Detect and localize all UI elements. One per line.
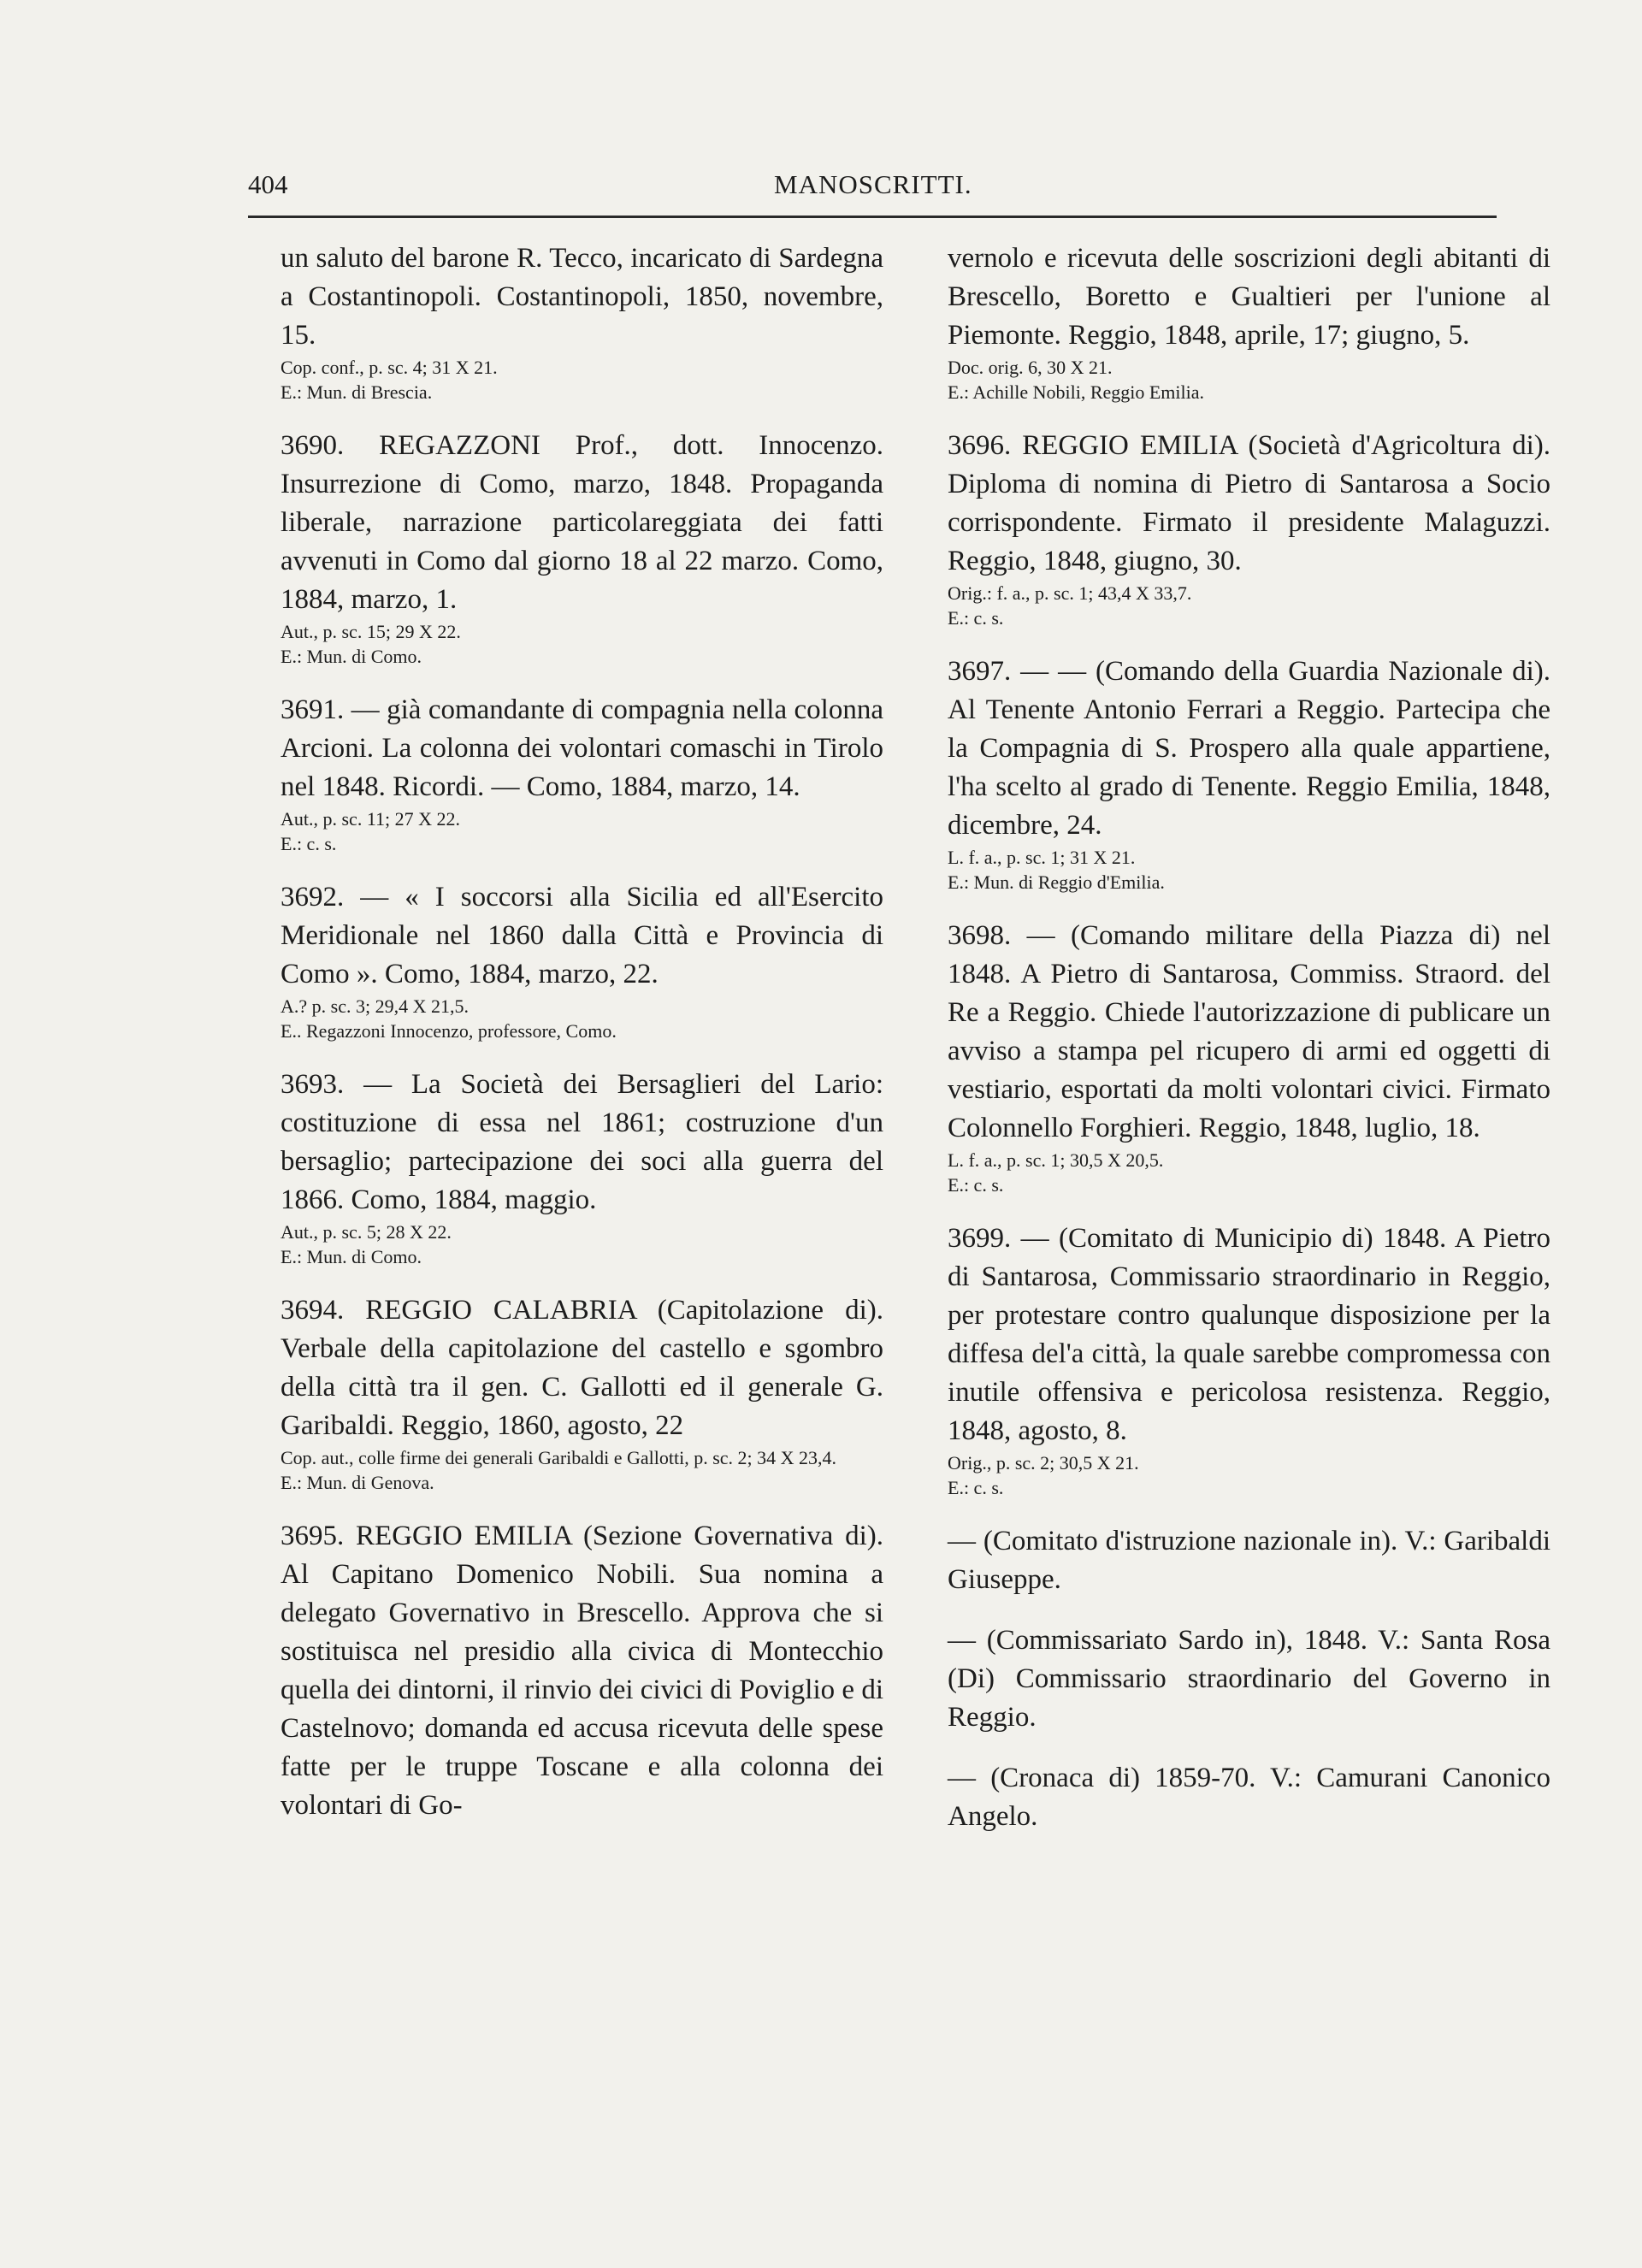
entry-note: E.: Mun. di Reggio d'Emilia.: [948, 871, 1165, 893]
entry-note: E.: Mun. di Genova.: [281, 1472, 434, 1493]
entry-note: E.: Mun. di Como.: [281, 646, 422, 667]
entry-cronaca: [948, 1759, 1550, 1836]
entry-note: Aut., p. sc. 11; 27 X 22.: [281, 808, 461, 830]
entry-3694: [281, 1291, 883, 1495]
entry-text: — (Comitato d'istruzione nazionale in). V.: Garibaldi Giuseppe.: [948, 1526, 1550, 1595]
entry-text: 3693. — La Società dei Bersaglieri del Lario: costituzione di essa nel 1861; costruzione d'un bersaglio; partecipazione dei soci alla guerra del 1866. Como, 1884, maggio.: [281, 1069, 883, 1215]
entry-note: Doc. orig. 6, 30 X 21.: [948, 357, 1113, 378]
entry-note: Aut., p. sc. 15; 29 X 22.: [281, 621, 461, 642]
entry-note: Cop. conf., p. sc. 4; 31 X 21.: [281, 357, 498, 378]
header-rule: [248, 216, 1497, 218]
left-column: [281, 239, 883, 1847]
entry-text: 3695. REGGIO EMILIA (Sezione Governativa di). Al Capitano Domenico Nobili. Sua nomina a delegato Governativo in Brescello. Approva che si sostituisca nel presidio alla civica di Montecchio quella dei dintorni, il rinvio dei civici di Poviglio e di Castelnovo; domanda ed accusa ricevuta delle spese fatte per le truppe Toscane e alla colonna dei volontari di Go-: [281, 1521, 883, 1821]
entry-text: — (Cronaca di) 1859-70. V.: Camurani Canonico Angelo.: [948, 1763, 1550, 1832]
entry-text: 3698. — (Comando militare della Piazza di) nel 1848. A Pietro di Santarosa, Commiss. Straord. del Re a Reggio. Chiede l'autorizzazione di publicare un avviso a stampa pel ricupero di armi ed oggetti di vestiario, esportati da molti volontari civici. Firmato Colonnello Forghieri. Reggio, 1848, luglio, 18.: [948, 920, 1550, 1143]
entry-text: 3699. — (Comitato di Municipio di) 1848. A Pietro di Santarosa, Commissario straordinario in Reggio, per protestare contro qualunque disposizione per la diffesa del'a città, la quale sarebbe compromessa con inutile offensiva e pericolosa resistenza. Reggio, 1848, agosto, 8.: [948, 1223, 1550, 1446]
entry-text: 3692. — « I soccorsi alla Sicilia ed all'Esercito Meridionale nel 1860 dalla Città e Provincia di Como ». Como, 1884, marzo, 22.: [281, 882, 883, 989]
entry-3698: [948, 917, 1550, 1197]
right-column: [948, 239, 1550, 1858]
entry-3693: [281, 1066, 883, 1269]
entry-3695-cont: [948, 239, 1550, 405]
entry-note: A.? p. sc. 3; 29,4 X 21,5.: [281, 995, 469, 1017]
entry-note: E.: c. s.: [948, 1477, 1004, 1498]
entry-note: E.: Achille Nobili, Reggio Emilia.: [948, 381, 1205, 403]
entry-note: L. f. a., p. sc. 1; 30,5 X 20,5.: [948, 1149, 1164, 1171]
entry-text: 3697. — — (Comando della Guardia Nazionale di). Al Tenente Antonio Ferrari a Reggio. Partecipa che la Compagnia di S. Prospero alla quale appartiene, l'ha scelto al grado di Tenente. Reggio Emilia, 1848, dicembre, 24.: [948, 656, 1550, 841]
entry-3695: [281, 1517, 883, 1825]
entry-3699: [948, 1220, 1550, 1500]
entry-note: E.: c. s.: [281, 833, 337, 854]
running-head: MANOSCRITTI.: [774, 169, 972, 199]
entry-note: E.: Mun. di Como.: [281, 1246, 422, 1267]
entry-text: vernolo e ricevuta delle soscrizioni degli abitanti di Brescello, Boretto e Gualtieri per l'unione al Piemonte. Reggio, 1848, aprile, 17; giugno, 5.: [948, 243, 1550, 351]
entry-3696: [948, 427, 1550, 630]
entry-text: un saluto del barone R. Tecco, incaricato di Sardegna a Costantinopoli. Costantinopoli, 1850, novembre, 15.: [281, 243, 883, 351]
entry-3697: [948, 653, 1550, 895]
entry-note: L. f. a., p. sc. 1; 31 X 21.: [948, 847, 1136, 868]
entry-note: E.: c. s.: [948, 607, 1004, 629]
entry-commissariato-sardo: [948, 1621, 1550, 1737]
entry-3689-cont: [281, 239, 883, 405]
entry-note: E.. Regazzoni Innocenzo, professore, Como.: [281, 1020, 617, 1042]
entry-note: Cop. aut., colle firme dei generali Garibaldi e Gallotti, p. sc. 2; 34 X 23,4.: [281, 1447, 837, 1468]
entry-note: Orig.: f. a., p. sc. 1; 43,4 X 33,7.: [948, 582, 1192, 604]
entry-note: E.: Mun. di Brescia.: [281, 381, 433, 403]
entry-note: Aut., p. sc. 5; 28 X 22.: [281, 1221, 452, 1243]
page-number: 404: [248, 169, 288, 199]
entry-text: 3691. — già comandante di compagnia nella colonna Arcioni. La colonna dei volontari comaschi in Tirolo nel 1848. Ricordi. — Como, 1884, marzo, 14.: [281, 694, 883, 802]
entry-3691: [281, 691, 883, 856]
entry-note: E.: c. s.: [948, 1174, 1004, 1196]
entry-text: 3690. REGAZZONI Prof., dott. Innocenzo. Insurrezione di Como, marzo, 1848. Propaganda liberale, narrazione particolareggiata dei fatti avvenuti in Como dal giorno 18 al 22 marzo. Como, 1884, marzo, 1.: [281, 430, 883, 615]
entry-text: 3694. REGGIO CALABRIA (Capitolazione di). Verbale della capitolazione del castello e sgombro della città tra il gen. C. Gallotti ed il generale G. Garibaldi. Reggio, 1860, agosto, 22: [281, 1295, 883, 1441]
entry-comitato-istruzione: [948, 1522, 1550, 1599]
entry-text: 3696. REGGIO EMILIA (Società d'Agricoltura di). Diploma di nomina di Pietro di Santarosa a Socio corrispondente. Firmato il presidente Malaguzzi. Reggio, 1848, giugno, 30.: [948, 430, 1550, 576]
entry-text: — (Commissariato Sardo in), 1848. V.: Santa Rosa (Di) Commissario straordinario del Governo in Reggio.: [948, 1625, 1550, 1733]
entry-note: Orig., p. sc. 2; 30,5 X 21.: [948, 1452, 1139, 1474]
entry-3692: [281, 878, 883, 1043]
entry-3690: [281, 427, 883, 669]
